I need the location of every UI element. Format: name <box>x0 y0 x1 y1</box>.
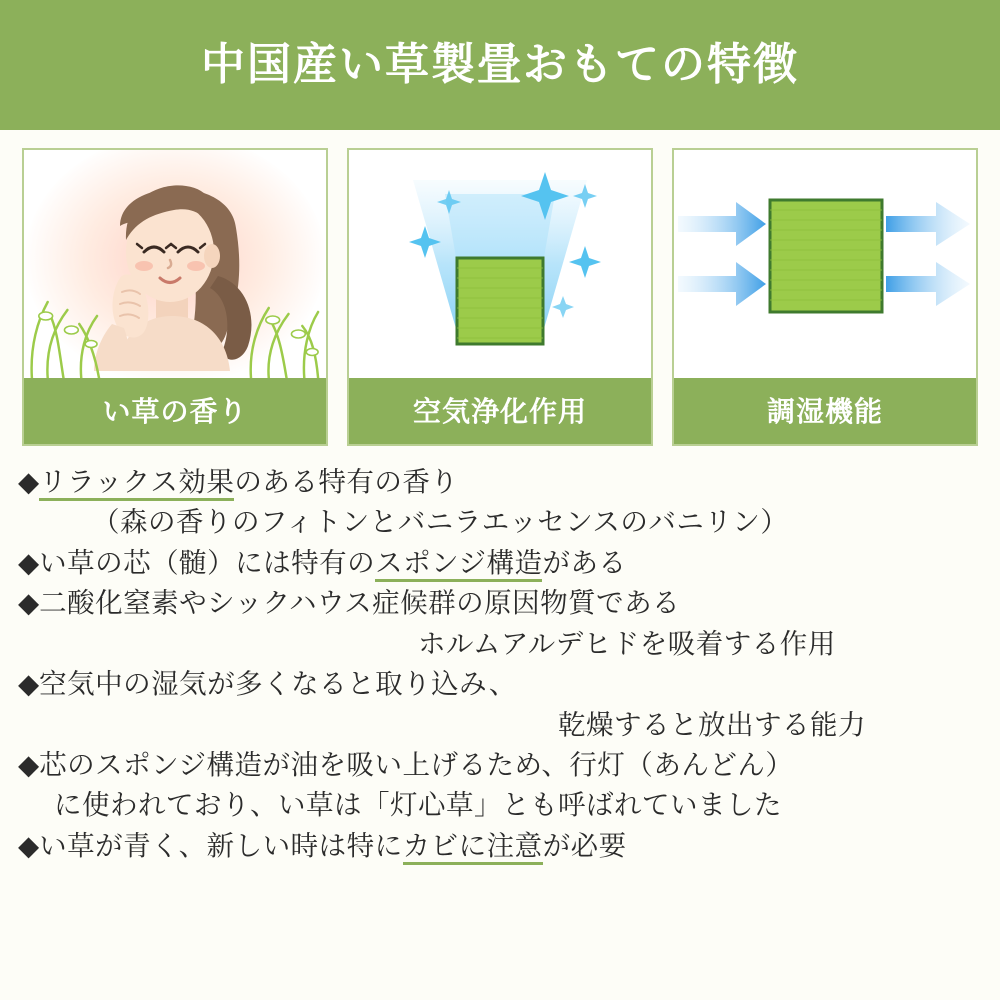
bullet-line <box>18 624 982 664</box>
bullet-text: が必要 <box>542 829 627 861</box>
bullet-line <box>18 462 982 502</box>
bullet-diamond-icon: ◆ <box>18 587 40 619</box>
bullet-text: ホルムアルデヒドを吸着する作用 <box>418 627 836 659</box>
tatami-mat-icon <box>770 200 882 312</box>
feature-card-row <box>0 130 1000 446</box>
bullet-text: い草が青く、新しい時は特に <box>39 829 403 861</box>
bullet-line <box>18 785 982 825</box>
bullet-text: 二酸化窒素やシックハウス症候群の原因物質である <box>39 587 681 619</box>
bullet-line <box>18 502 982 542</box>
arrow-right-icon <box>678 202 766 306</box>
feature-card-scent <box>22 148 328 446</box>
page-header <box>0 0 1000 130</box>
bullet-line <box>18 745 982 785</box>
tatami-mat-icon <box>457 258 543 344</box>
bullet-diamond-icon: ◆ <box>18 748 40 780</box>
feature-card-air-purification <box>347 148 653 446</box>
bullet-text: い草の芯（髄）には特有の <box>39 546 376 578</box>
bullet-line <box>18 583 982 623</box>
bullet-highlight: リラックス効果 <box>39 466 234 501</box>
feature-card-humidity <box>672 148 978 446</box>
woman-smelling-igusa-illustration <box>24 150 326 378</box>
humidity-control-illustration <box>674 150 976 378</box>
bullet-diamond-icon: ◆ <box>18 668 40 700</box>
feature-bullet-list <box>0 446 1000 866</box>
arrow-right-icon <box>886 202 970 306</box>
card-caption-humidity: 調湿機能 <box>674 378 976 444</box>
air-purification-graphic <box>349 150 651 378</box>
bullet-diamond-icon: ◆ <box>18 829 40 861</box>
bullet-text: がある <box>542 546 627 578</box>
page-title: 中国産い草製畳おもての特徴 <box>201 39 799 89</box>
card-caption-air-purification: 空気浄化作用 <box>349 378 651 444</box>
bullet-diamond-icon: ◆ <box>18 466 40 497</box>
bullet-highlight: スポンジ構造 <box>375 547 542 582</box>
bullet-diamond-icon: ◆ <box>18 546 40 578</box>
bullet-text: 芯のスポンジ構造が油を吸い上げるため、行灯（あんどん） <box>39 748 794 780</box>
bullet-text: （森の香りのフィトンとバニラエッセンスのバニリン） <box>92 506 789 538</box>
bullet-text: 乾燥すると放出する能力 <box>558 708 866 740</box>
bullet-highlight: カビに注意 <box>403 830 543 865</box>
bullet-text: 空気中の湿気が多くなると取り込み、 <box>39 668 517 700</box>
bullet-line <box>18 664 982 704</box>
grass-icon <box>24 258 326 378</box>
bullet-line <box>18 705 982 745</box>
humidity-control-graphic <box>674 150 976 378</box>
bullet-line <box>18 543 982 583</box>
bullet-text: のある特有の香り <box>234 466 459 497</box>
air-purification-illustration <box>349 150 651 378</box>
bullet-text: に使われており、い草は「灯心草」とも呼ばれていました <box>54 789 782 821</box>
card-caption-scent: い草の香り <box>24 378 326 444</box>
bullet-line <box>18 826 982 866</box>
